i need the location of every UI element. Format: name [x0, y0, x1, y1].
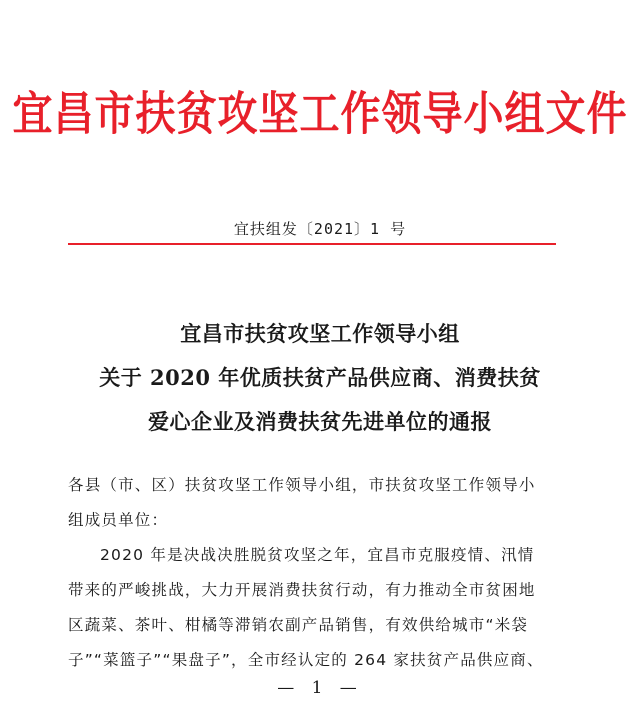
body-line: 各县（市、区）扶贫攻坚工作领导小组，市扶贫攻坚工作领导小 [68, 476, 536, 494]
title-line-2: 关于 2020 年优质扶贫产品供应商、消费扶贫 [99, 365, 541, 390]
document-number: 宜扶组发〔2021〕1 号 [233, 220, 407, 238]
issuer-header: 宜昌市扶贫攻坚工作领导小组文件 [12, 86, 628, 141]
page-number: — 1 — [277, 678, 363, 698]
title-line-3: 爱心企业及消费扶贫先进单位的通报 [148, 409, 492, 434]
body-line: 2020 年是决战决胜脱贫攻坚之年，宜昌市克服疫情、汛情 [100, 546, 535, 564]
body-line: 带来的严峻挑战，大力开展消费扶贫行动，有力推动全市贫困地 [68, 581, 536, 599]
red-divider-rule [68, 243, 556, 245]
body-line: 子”“菜篮子”“果盘子”，全市经认定的 264 家扶贫产品供应商、 [68, 651, 544, 669]
title-line-1: 宜昌市扶贫攻坚工作领导小组 [180, 321, 460, 346]
body-line: 区蔬菜、茶叶、柑橘等滞销农副产品销售，有效供给城市“米袋 [68, 616, 529, 634]
body-line: 组成员单位： [68, 511, 169, 529]
